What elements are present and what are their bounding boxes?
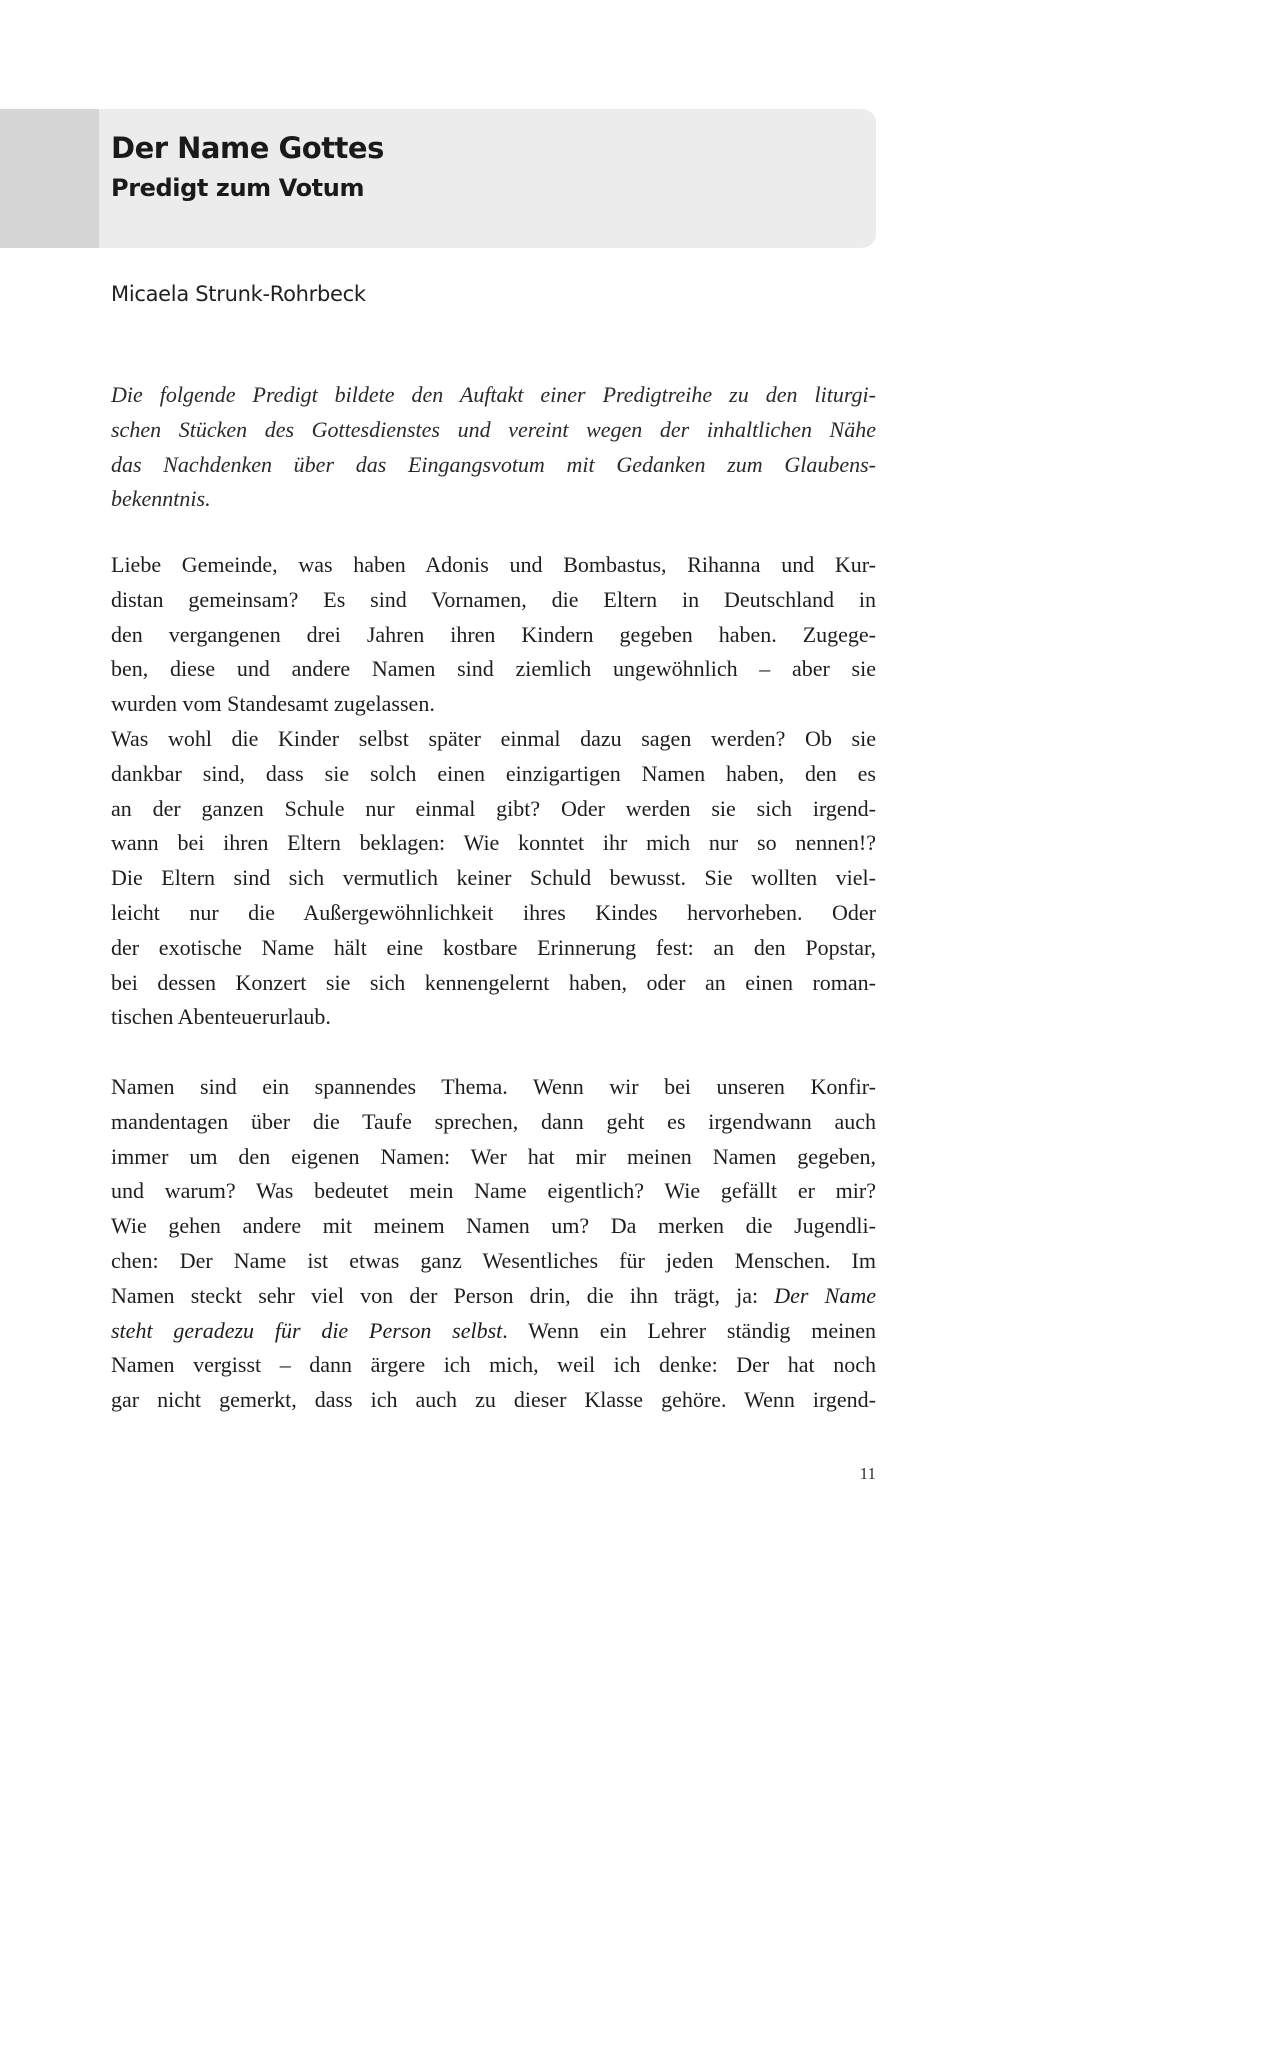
text-line: an der ganzen Schule nur einmal gibt? Oder werden sie sich irgend-	[111, 795, 876, 821]
text-line: wurden vom Standesamt zugelassen.	[111, 691, 435, 717]
text-line: Wie gehen andere mit meinem Namen um? Da merken die Jugendli-	[111, 1213, 876, 1239]
emphasis-text: steht geradezu für die Person selbst	[111, 1317, 503, 1343]
text-line: schen Stücken des Gottesdienstes und vereint wegen der inhaltlichen Nähe	[111, 416, 876, 442]
text-line-with-emphasis	[111, 1314, 876, 1349]
page-number: 11	[859, 1464, 876, 1483]
body-paragraph-1	[111, 548, 876, 1035]
text-line: und warum? Was bedeutet mein Name eigentlich? Wie gefällt er mir?	[111, 1178, 876, 1204]
text-line: tischen Abenteuerurlaub.	[111, 1004, 331, 1030]
header-tab-accent	[0, 109, 99, 248]
text-line: ben, diese und andere Namen sind ziemlich ungewöhnlich – aber sie	[111, 656, 876, 682]
text-fragment: . Wenn ein Lehrer ständig meinen	[502, 1317, 876, 1343]
text-line: Was wohl die Kinder selbst später einmal dazu sagen werden? Ob sie	[111, 725, 876, 751]
text-line: bekenntnis.	[111, 486, 211, 512]
text-line: Namen sind ein spannendes Thema. Wenn wir bei unseren Konfir-	[111, 1074, 876, 1099]
text-line: distan gemeinsam? Es sind Vornamen, die Eltern in Deutschland in	[111, 586, 876, 612]
body-paragraph-2	[111, 1070, 876, 1418]
emphasis-text: Der Name	[774, 1282, 876, 1308]
text-line: Die folgende Predigt bildete den Auftakt einer Predigtreihe zu den liturgi-	[111, 382, 876, 407]
intro-paragraph	[111, 378, 876, 517]
text-line-with-emphasis	[111, 1279, 876, 1314]
text-line: Die Eltern sind sich vermutlich keiner Schuld bewusst. Sie wollten viel-	[111, 865, 876, 891]
text-line: immer um den eigenen Namen: Wer hat mir meinen Namen gegeben,	[111, 1143, 876, 1169]
text-line: chen: Der Name ist etwas ganz Wesentliches für jeden Menschen. Im	[111, 1247, 876, 1273]
chapter-subtitle: Predigt zum Votum	[111, 174, 365, 202]
text-line: dankbar sind, dass sie solch einen einzigartigen Namen haben, den es	[111, 760, 876, 786]
text-line: bei dessen Konzert sie sich kennengelernt haben, oder an einen roman-	[111, 969, 876, 995]
text-line: mandentagen über die Taufe sprechen, dann geht es irgendwann auch	[111, 1108, 876, 1134]
text-line: der exotische Name hält eine kostbare Erinnerung fest: an den Popstar,	[111, 934, 876, 960]
author-name: Micaela Strunk-Rohrbeck	[111, 282, 366, 306]
text-line: leicht nur die Außergewöhnlichkeit ihres Kindes hervorheben. Oder	[111, 899, 876, 925]
text-line: gar nicht gemerkt, dass ich auch zu dieser Klasse gehöre. Wenn irgend-	[111, 1387, 876, 1413]
text-line: das Nachdenken über das Eingangsvotum mit Gedanken zum Glaubens-	[111, 451, 876, 477]
text-fragment: Namen steckt sehr viel von der Person drin, die ihn trägt, ja:	[111, 1282, 775, 1308]
text-line: Namen vergisst – dann ärgere ich mich, weil ich denke: Der hat noch	[111, 1352, 876, 1378]
chapter-title: Der Name Gottes	[111, 131, 384, 165]
text-line: den vergangenen drei Jahren ihren Kindern gegeben haben. Zugege-	[111, 621, 876, 647]
text-line: wann bei ihren Eltern beklagen: Wie konntet ihr mich nur so nennen!?	[111, 830, 876, 856]
text-line: Liebe Gemeinde, was haben Adonis und Bombastus, Rihanna und Kur-	[111, 552, 876, 577]
